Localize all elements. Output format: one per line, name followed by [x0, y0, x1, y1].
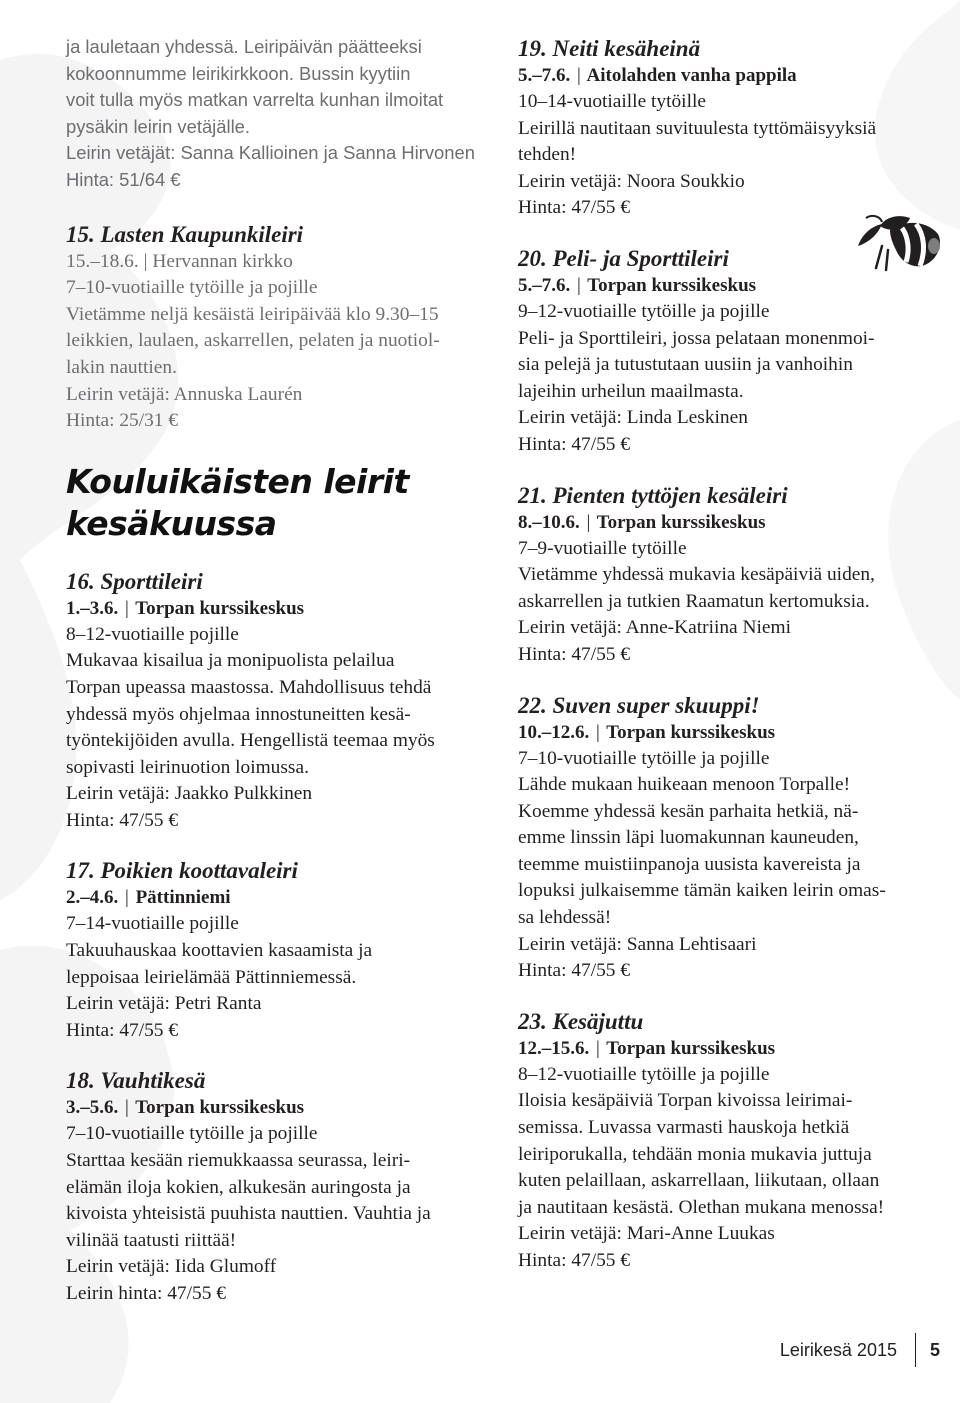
camp-description-line: elämän iloja kokien, alkukesän auringosta ja	[66, 1176, 411, 1198]
camp-dates-line	[518, 720, 948, 746]
camp-dates-line	[518, 63, 948, 89]
camp-description-line: Vietämme yhdessä mukavia kesäpäiviä uiden,	[518, 564, 875, 586]
camp-description-line: kivoista yhteisistä puuhista nauttien. Vauhtia ja	[66, 1203, 431, 1225]
intro-block	[66, 34, 496, 194]
intro-line: ja lauletaan yhdessä. Leiripäivän päätteeksi	[66, 36, 422, 57]
camp-description-line: työntekijöiden avulla. Hengellistä teemaa myös	[66, 730, 435, 752]
camp-dates: 15.–18.6.	[66, 250, 139, 272]
camp-dates-line	[518, 510, 948, 536]
separator: |	[577, 274, 581, 296]
camp-title: 23. Kesäjuttu	[518, 1008, 644, 1034]
separator: |	[596, 1037, 600, 1059]
camp-description-line: semissa. Luvassa varmasti hauskoja hetkiä	[518, 1117, 850, 1139]
page-footer	[780, 1333, 940, 1367]
camp-place: Torpan kurssikeskus	[606, 721, 776, 743]
camp-description-line: Torpan upeassa maastossa. Mahdollisuus tehdä	[66, 676, 432, 698]
camp-description-line: leppoisaa leirielämää Pättinniemessä.	[66, 966, 357, 988]
camp-16	[66, 567, 496, 835]
camp-dates: 5.–7.6.	[518, 65, 571, 86]
separator: |	[586, 511, 591, 533]
camp-description-line: leiriporukalla, tehdään monia mukavia juttuja	[518, 1143, 872, 1165]
camp-description-line: lopuksi julkaisemme tämän kaiken leirin omas-	[518, 880, 886, 902]
separator: |	[125, 1097, 129, 1119]
camp-title: 16. Sporttileiri	[66, 568, 203, 594]
camp-description-line: teemme muistiinpanoja uusista kavereista ja	[518, 853, 861, 875]
separator: |	[596, 721, 600, 743]
camp-18	[66, 1066, 496, 1307]
camp-audience: 7–14-vuotiaille pojille	[66, 913, 239, 935]
camp-audience: 10–14-vuotiaille tytöille	[518, 91, 706, 112]
intro-price: Hinta: 51/64 €	[66, 168, 181, 190]
camp-description-line: Starttaa kesään riemukkaassa seurassa, leiri-	[66, 1150, 411, 1172]
camp-22	[518, 691, 948, 985]
camp-description-line: lakin nauttien.	[66, 356, 177, 378]
camp-place: Pättinniemi	[135, 887, 231, 909]
camp-place: Torpan kurssikeskus	[596, 511, 766, 533]
camp-price: Hinta: 47/55 €	[518, 197, 631, 219]
camp-audience: 8–12-vuotiaille tytöille ja pojille	[518, 1063, 770, 1085]
camp-description-line: ja nautitaan kesästä. Olethan mukana menossa!	[518, 1196, 885, 1218]
separator: |	[143, 250, 148, 272]
camp-description-line: Lähde mukaan huikeaan menoon Torpalle!	[518, 774, 851, 796]
camp-description-line: Peli- ja Sporttileiri, jossa pelataan monenmoi-	[518, 327, 875, 349]
camp-description-line: Mukavaa kisailua ja monipuolista pelailua	[66, 650, 395, 672]
camp-leader: Leirin vetäjä: Sanna Lehtisaari	[518, 933, 757, 955]
intro-line: voit tulla myös matkan varrelta kunhan ilmoitat	[66, 89, 444, 111]
camp-leader: Leirin vetäjä: Linda Leskinen	[518, 407, 748, 429]
separator: |	[125, 597, 129, 619]
camp-price: Hinta: 25/31 €	[66, 410, 179, 432]
camp-description-line: sia pelejä ja tutustutaan uusiin ja vanhoihin	[518, 354, 853, 376]
camp-leader: Leirin vetäjä: Noora Soukkio	[518, 170, 745, 192]
right-column	[518, 34, 948, 1297]
camp-23	[518, 1007, 948, 1275]
left-column	[66, 34, 496, 1330]
page-number: 5	[929, 1339, 940, 1360]
camp-dates-line	[66, 1095, 496, 1121]
camp-price: Hinta: 47/55 €	[518, 960, 631, 982]
intro-line: pysäkin leirin vetäjälle.	[66, 115, 250, 137]
camp-description-line: Leirillä nautitaan suvituulesta tyttömäisyyksiä	[518, 117, 877, 139]
separator: |	[125, 887, 129, 909]
camp-description-line: Takuuhauskaa koottavien kasaamista ja	[66, 940, 373, 962]
section-heading	[66, 461, 496, 545]
camp-dates: 10.–12.6.	[518, 721, 590, 743]
camp-place: Torpan kurssikeskus	[606, 1037, 776, 1059]
camp-leader: Leirin vetäjä: Mari-Anne Luukas	[518, 1223, 775, 1245]
camp-price: Hinta: 47/55 €	[518, 433, 631, 455]
camp-description-line: Iloisia kesäpäiviä Torpan kivoissa leirimai-	[518, 1090, 853, 1112]
camp-description-line: sa lehdessä!	[518, 907, 612, 929]
camp-leader: Leirin vetäjä: Anne-Katriina Niemi	[518, 617, 791, 639]
camp-title: 18. Vauhtikesä	[66, 1068, 206, 1094]
camp-description-line: askarrellen ja tutkien Raamatun kertomuksia.	[518, 590, 870, 612]
camp-dates-line	[66, 885, 496, 911]
camp-audience: 8–12-vuotiaille pojille	[66, 623, 239, 645]
camp-price: Hinta: 47/55 €	[518, 643, 631, 665]
camp-title: 19. Neiti kesäheinä	[518, 36, 701, 61]
camp-dates-line	[66, 249, 496, 276]
camp-dates: 3.–5.6.	[66, 1097, 119, 1119]
intro-leaders: Leirin vetäjät: Sanna Kallioinen ja Sanna Hirvonen	[66, 142, 475, 164]
camp-description-line: Koemme yhdessä kesän parhaita hetkiä, nä-	[518, 800, 859, 822]
camp-description-line: yhdessä myös ohjelmaa innostuneitten kesä-	[66, 703, 411, 725]
camp-audience: 9–12-vuotiaille tytöille ja pojille	[518, 300, 770, 322]
camp-price: Hinta: 47/55 €	[66, 1019, 179, 1041]
camp-dates-line	[518, 273, 948, 299]
camp-title: 15. Lasten Kaupunkileiri	[66, 221, 304, 247]
camp-dates-line	[518, 1036, 948, 1062]
camp-dates: 8.–10.6.	[518, 511, 580, 533]
camp-place: Torpan kurssikeskus	[135, 1097, 305, 1119]
camp-audience: 7–10-vuotiaille tytöille ja pojille	[66, 277, 318, 299]
camp-description-line: lajeihin urheilun maailmasta.	[518, 380, 744, 402]
magazine-name: Leirikesä 2015	[779, 1339, 897, 1360]
camp-title: 20. Peli- ja Sporttileiri	[518, 245, 729, 271]
separator: |	[577, 65, 581, 86]
camp-dates: 12.–15.6.	[518, 1037, 590, 1059]
camp-title: 17. Poikien koottavaleiri	[66, 858, 298, 884]
camp-leader: Leirin vetäjä: Iida Glumoff	[66, 1256, 277, 1278]
camp-19	[518, 34, 948, 222]
camp-description-line: Vietämme neljä kesäistä leiripäivää klo 9.30–15	[66, 303, 439, 325]
camp-description-line: tehden!	[518, 144, 577, 166]
camp-15	[66, 220, 496, 435]
camp-17	[66, 856, 496, 1044]
camp-dates: 2.–4.6.	[66, 887, 119, 909]
camp-leader: Leirin vetäjä: Jaakko Pulkkinen	[66, 783, 313, 805]
camp-dates: 1.–3.6.	[66, 597, 119, 619]
section-heading-line: Kouluikäisten leirit	[66, 461, 409, 501]
footer-divider	[915, 1333, 916, 1367]
camp-title: 21. Pienten tyttöjen kesäleiri	[518, 482, 788, 508]
camp-leader: Leirin vetäjä: Annuska Laurén	[66, 383, 303, 405]
camp-place: Torpan kurssikeskus	[587, 274, 757, 296]
camp-description-line: emme linssin läpi luomakunnan kauneuden,	[518, 827, 859, 849]
camp-dates: 5.–7.6.	[518, 274, 571, 296]
camp-price: Hinta: 47/55 €	[66, 809, 179, 831]
camp-description-line: vilinää taatusti riittää!	[66, 1229, 237, 1251]
camp-20	[518, 244, 948, 459]
camp-dates-line	[66, 596, 496, 622]
camp-leader: Leirin vetäjä: Petri Ranta	[66, 993, 262, 1015]
camp-description-line: sopivasti leirinuotion loimussa.	[66, 756, 309, 778]
camp-place: Aitolahden vanha pappila	[586, 65, 797, 86]
camp-21	[518, 481, 948, 669]
camp-description-line: leikkien, laulaen, askarrellen, pelaten ja nuotiol-	[66, 330, 440, 352]
camp-audience: 7–10-vuotiaille tytöille ja pojille	[66, 1123, 318, 1145]
camp-title: 22. Suven super skuuppi!	[518, 692, 760, 718]
camp-audience: 7–9-vuotiaille tytöille	[518, 537, 687, 559]
section-heading-line: kesäkuussa	[66, 503, 277, 543]
camp-place: Torpan kurssikeskus	[135, 597, 305, 619]
intro-line: kokoonnumme leirikirkkoon. Bussin kyytiin	[66, 62, 411, 84]
camp-audience: 7–10-vuotiaille tytöille ja pojille	[518, 747, 770, 769]
camp-price: Hinta: 47/55 €	[518, 1250, 631, 1271]
camp-price: Leirin hinta: 47/55 €	[66, 1283, 226, 1304]
camp-place: Hervannan kirkko	[152, 250, 293, 272]
camp-description-line: kuten pelaillaan, askarrellaan, liikutaan, ollaan	[518, 1170, 880, 1192]
